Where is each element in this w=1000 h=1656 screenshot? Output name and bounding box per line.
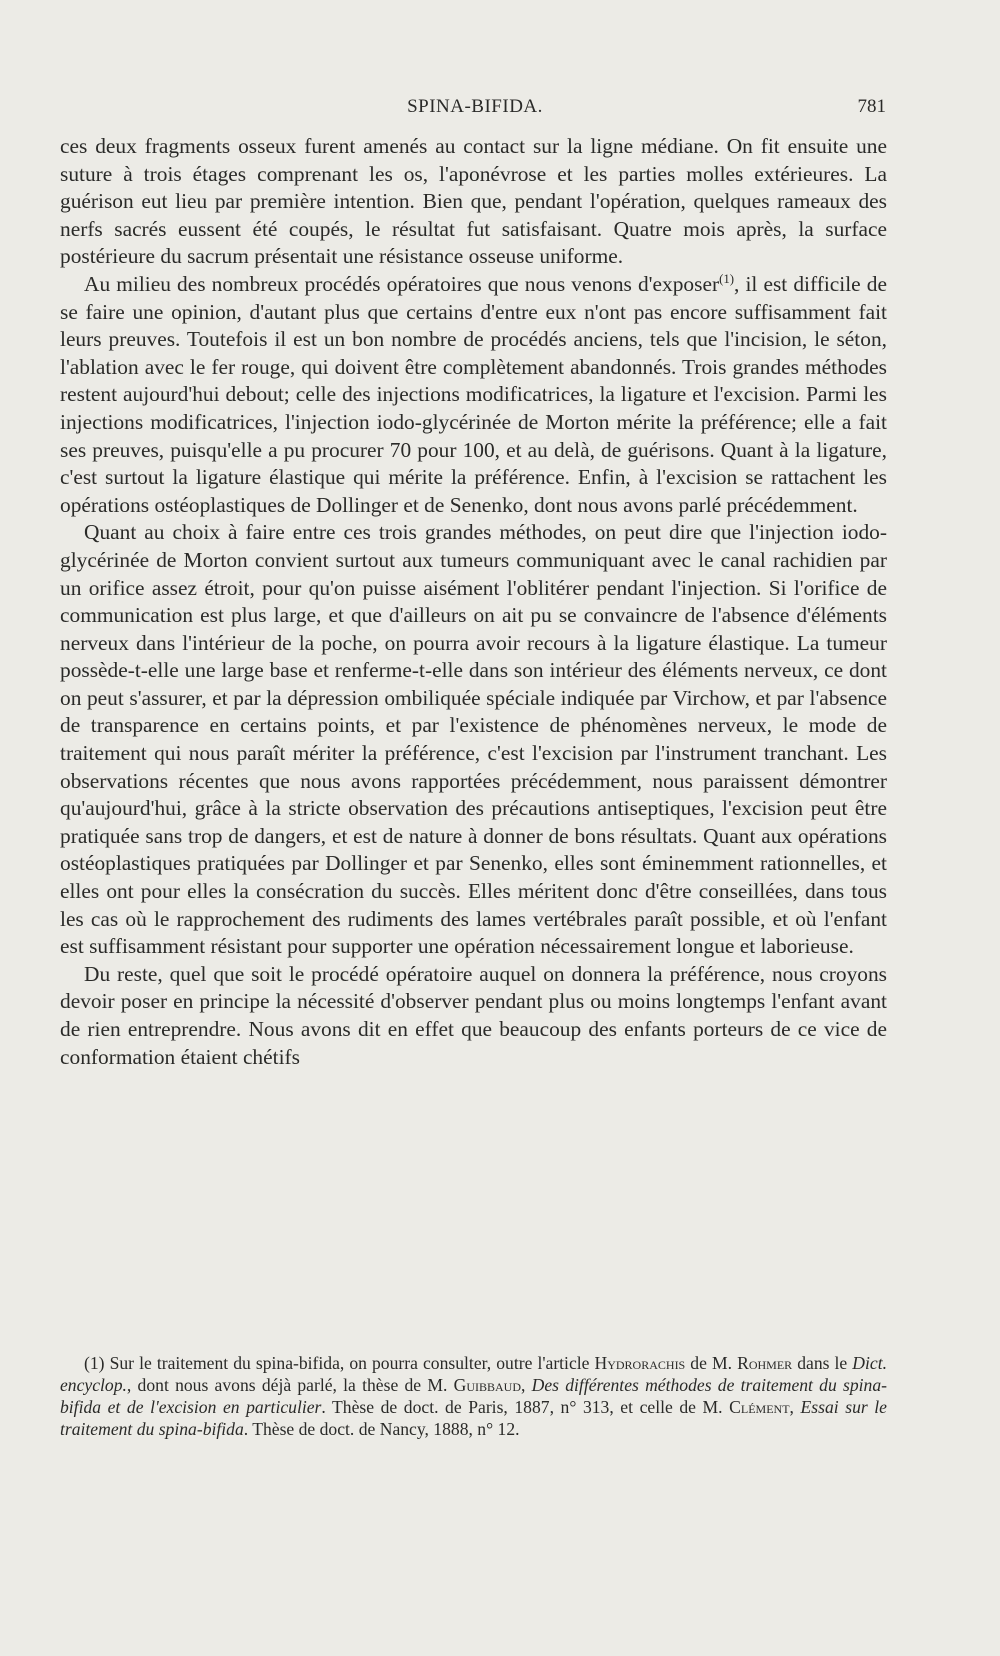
footnote-rohmer: Rohmer xyxy=(737,1353,793,1373)
paragraph-2 xyxy=(60,271,887,519)
body-text xyxy=(60,133,887,1071)
paragraph-2-part-b: , il est difficile de se faire une opinion, d'autant plus que certains d'entre eux n'ont pas encore suffisamment fait leurs preuves. Toutefois il est un bon nombre de procédés anciens, tels que l'incision, le séton, l'ablation avec le fer rouge, qui doivent être complètement abandonnés. Trois grandes méthodes restent aujourd'hui debout; celle des injections modificatrices, la ligature et l'excision. Parmi les injections modificatrices, l'injection iodo-glycérinée de Morton mérite la préférence; elle a fait ses preuves, puisqu'elle a pu procurer 70 pour 100, et au delà, de guérisons. Quant à la ligature, c'est surtout la ligature élastique qui mérite la préférence. Enfin, à l'excision se rattachent les opérations ostéoplastiques de Dollinger et de Senenko, dont nous avons parlé précédemment. xyxy=(60,271,887,517)
footnote-marker: (1) xyxy=(84,1353,105,1373)
footnote-title-1: Des différentes méthodes de traitement du spina-bifida et de l'excision en particulier xyxy=(60,1375,887,1417)
paragraph-2-part-a: Au milieu des nombreux procédés opératoires que nous venons d'exposer xyxy=(84,271,720,296)
footnote-guibbaud: Guibbaud xyxy=(453,1375,521,1395)
paragraph-4: Du reste, quel que soit le procédé opératoire auquel on donnera la préférence, nous croyons devoir poser en principe la nécessité d'observer pendant plus ou moins longtemps l'enfant avant de rien entreprendre. Nous avons dit en effet que beaucoup des enfants porteurs de ce vice de conformation étaient chétifs xyxy=(60,961,887,1069)
footnote-text-1: Sur le traitement du spina-bifida, on pourra consulter, outre l'article xyxy=(104,1353,595,1373)
footnote-text-2: de M. xyxy=(685,1353,738,1373)
footnote-text-5: , xyxy=(521,1375,532,1395)
footnote-dict: Dict. encyclop. xyxy=(60,1353,887,1395)
footnote-text-6: . Thèse de doct. de Paris, 1887, n° 313, et celle de M. xyxy=(321,1397,730,1417)
footnote-title-2: Essai sur le traitement du spina-bifida xyxy=(60,1397,887,1439)
page-header xyxy=(64,96,886,126)
footnote-text-3: dans le xyxy=(792,1353,853,1373)
footnote-text-8: . Thèse de doct. de Nancy, 1888, n° 12. xyxy=(243,1419,520,1439)
footnote-text-4: , dont nous avons déjà parlé, la thèse de M. xyxy=(126,1375,454,1395)
footnote-hydrorachis: Hydrorachis xyxy=(594,1353,686,1373)
footnotes xyxy=(60,1352,887,1440)
running-title: SPINA-BIFIDA. xyxy=(407,96,543,117)
footnote-clement: Clément xyxy=(729,1397,790,1417)
footnote-text-7: , xyxy=(789,1397,801,1417)
paragraph-1: ces deux fragments osseux furent amenés au contact sur la ligne médiane. On fit ensuite une suture à trois étages comprenant les os, l'aponévrose et les parties molles extérieures. La guérison eut lieu par première intention. Bien que, pendant l'opération, quelques rameaux des nerfs sacrés eussent été coupés, le résultat fut satisfaisant. Quatre mois après, la surface postérieure du sacrum présentait une résistance osseuse uniforme. xyxy=(60,134,887,269)
footnote-reference: (1) xyxy=(719,271,735,286)
footnote-1 xyxy=(60,1352,887,1440)
page-number: 781 xyxy=(857,96,886,117)
paragraph-3: Quant au choix à faire entre ces trois grandes méthodes, on peut dire que l'injection iodo-glycérinée de Morton convient surtout aux tumeurs communiquant avec le canal rachidien par un orifice assez étroit, pour qu'on puisse aisément l'oblitérer pendant l'injection. Si l'orifice de communication est plus large, et que d'ailleurs on ait pu se convaincre de l'absence d'éléments nerveux dans l'intérieur de la poche, on pourra avoir recours à la ligature élastique. La tumeur possède-t-elle une large base et renferme-t-elle dans son intérieur des éléments nerveux, ce dont on peut s'assurer, et par la dépression ombiliquée spéciale indiquée par Virchow, et par l'absence de transparence en certains points, et par l'existence de phénomènes nerveux, le mode de traitement qui nous paraît mériter la préférence, c'est l'excision par l'instrument tranchant. Les observations récentes que nous avons rapportées précédemment, nous paraissent démontrer qu'aujourd'hui, grâce à la stricte observation des précautions antiseptiques, l'excision peut être pratiquée sans trop de dangers, et est de nature à donner de bons résultats. Quant aux opérations ostéoplastiques pratiquées par Dollinger et par Senenko, elles sont éminemment rationnelles, et elles ont pour elles la consécration du succès. Elles méritent donc d'être conseillées, dans tous les cas où le rapprochement des rudiments des lames vertébrales paraît possible, et où l'enfant est suffisamment résistant pour supporter une opération nécessairement longue et laborieuse. xyxy=(60,520,887,959)
